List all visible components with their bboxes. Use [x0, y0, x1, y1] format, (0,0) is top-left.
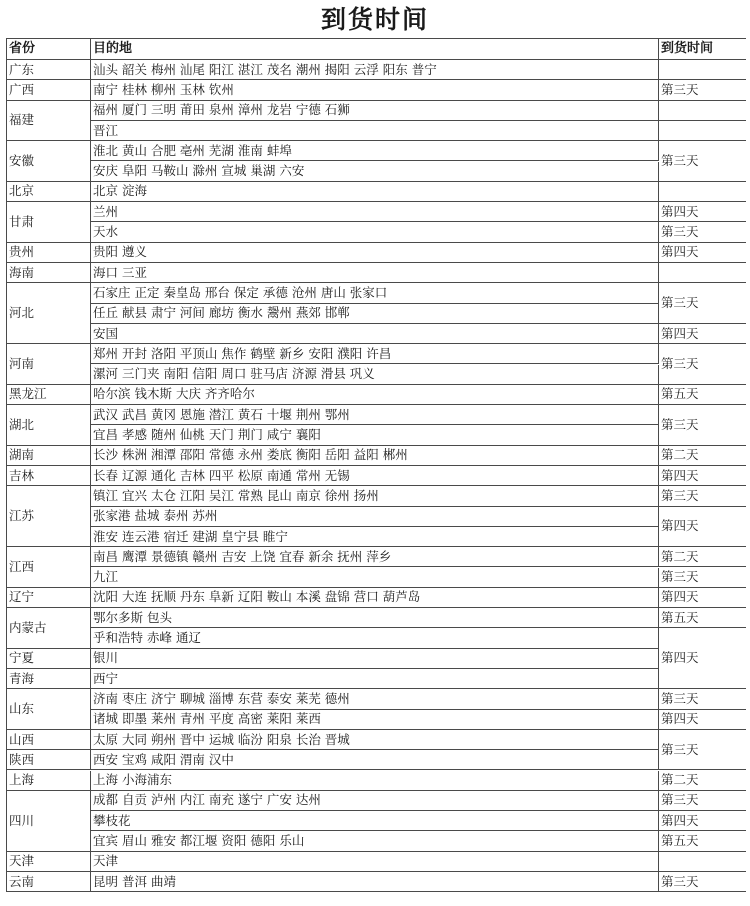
arrival-cell: 第三天	[659, 222, 746, 242]
arrival-cell: 第二天	[659, 771, 746, 791]
destination-cell: 安庆 阜阳 马鞍山 滁州 宣城 巢湖 六安	[91, 162, 659, 182]
destination-cell: 汕头 韶关 梅州 汕尾 阳江 湛江 茂名 潮州 揭阳 云浮 阳东 普宁	[91, 60, 659, 80]
arrival-cell: 第四天	[659, 324, 746, 344]
header-destination: 目的地	[91, 39, 659, 60]
province-cell: 青海	[7, 669, 91, 689]
destination-cell: 漯河 三门夹 南阳 信阳 周口 驻马店 济源 滑县 巩义	[91, 365, 659, 385]
arrival-cell: 第五天	[659, 831, 746, 851]
header-arrival: 到货时间	[659, 39, 746, 60]
province-cell: 黑龙江	[7, 385, 91, 405]
arrival-cell: 第三天	[659, 80, 746, 100]
province-cell: 河北	[7, 283, 91, 344]
destination-cell: 张家港 盐城 泰州 苏州	[91, 507, 659, 527]
arrival-cell: 第三天	[659, 405, 746, 446]
province-cell: 甘肃	[7, 202, 91, 243]
arrival-cell	[659, 182, 746, 202]
arrival-cell: 第三天	[659, 283, 746, 324]
destination-cell: 长沙 株洲 湘潭 邵阳 常德 永州 娄底 衡阳 岳阳 益阳 郴州	[91, 446, 659, 466]
province-cell: 上海	[7, 771, 91, 791]
arrival-cell: 第三天	[659, 568, 746, 588]
destination-cell: 济南 枣庄 济宁 聊城 淄博 东营 泰安 莱芜 德州	[91, 689, 659, 709]
destination-cell: 晋江	[91, 121, 659, 141]
province-cell: 吉林	[7, 466, 91, 486]
destination-cell: 兰州	[91, 202, 659, 222]
arrival-cell	[659, 101, 746, 121]
arrival-cell: 第四天	[659, 466, 746, 486]
destination-cell: 天水	[91, 222, 659, 242]
province-cell: 江苏	[7, 486, 91, 547]
province-cell: 陕西	[7, 750, 91, 770]
province-cell: 贵州	[7, 243, 91, 263]
destination-cell: 石家庄 正定 秦皇岛 邢台 保定 承德 沧州 唐山 张家口	[91, 283, 659, 303]
arrival-cell: 第四天	[659, 628, 746, 689]
province-cell: 宁夏	[7, 649, 91, 669]
province-cell: 云南	[7, 872, 91, 892]
arrival-cell: 第三天	[659, 872, 746, 892]
destination-cell: 太原 大同 朔州 晋中 运城 临汾 阳泉 长治 晋城	[91, 730, 659, 750]
province-cell: 山东	[7, 689, 91, 730]
province-cell: 天津	[7, 852, 91, 872]
destination-cell: 西安 宝鸡 咸阳 渭南 汉中	[91, 750, 659, 770]
header-province: 省份	[7, 39, 91, 60]
arrival-cell: 第三天	[659, 344, 746, 385]
destination-cell: 天津	[91, 852, 659, 872]
destination-cell: 成都 自贡 泸州 内江 南充 遂宁 广安 达州	[91, 791, 659, 811]
province-cell: 广东	[7, 60, 91, 80]
destination-cell: 长春 辽源 通化 吉林 四平 松原 南通 常州 无锡	[91, 466, 659, 486]
arrival-cell: 第二天	[659, 547, 746, 567]
arrival-cell: 第四天	[659, 811, 746, 831]
province-cell: 湖南	[7, 446, 91, 466]
province-cell: 湖北	[7, 405, 91, 446]
arrival-cell: 第四天	[659, 243, 746, 263]
arrival-cell: 第五天	[659, 385, 746, 405]
province-cell: 山西	[7, 730, 91, 750]
arrival-cell: 第四天	[659, 202, 746, 222]
arrival-cell: 第三天	[659, 486, 746, 506]
destination-cell: 南宁 桂林 柳州 玉林 钦州	[91, 80, 659, 100]
arrival-cell: 第四天	[659, 710, 746, 730]
destination-cell: 海口 三亚	[91, 263, 659, 283]
arrival-time-table	[6, 38, 746, 906]
arrival-cell: 第四天	[659, 588, 746, 608]
province-cell: 福建	[7, 101, 91, 142]
destination-cell: 福州 厦门 三明 莆田 泉州 漳州 龙岩 宁德 石狮	[91, 101, 659, 121]
arrival-cell: 第三天	[659, 689, 746, 709]
province-cell: 河南	[7, 344, 91, 385]
destination-cell: 昆明 普洱 曲靖	[91, 872, 659, 892]
province-cell: 广西	[7, 80, 91, 100]
destination-cell: 淮安 连云港 宿迁 建湖 皇宁县 睢宁	[91, 527, 659, 547]
destination-cell: 北京 淀海	[91, 182, 659, 202]
province-cell: 北京	[7, 182, 91, 202]
province-cell: 四川	[7, 791, 91, 852]
page-title: 到货时间	[320, 5, 429, 34]
arrival-cell: 第二天	[659, 446, 746, 466]
destination-cell: 上海 小海浦东	[91, 771, 659, 791]
arrival-cell: 第三天	[659, 141, 746, 182]
province-cell: 海南	[7, 263, 91, 283]
destination-cell: 攀枝花	[91, 811, 659, 831]
destination-cell: 郑州 开封 洛阳 平顶山 焦作 鹤壁 新乡 安阳 濮阳 许昌	[91, 344, 659, 364]
province-cell: 辽宁	[7, 588, 91, 608]
arrival-cell: 第五天	[659, 608, 746, 628]
arrival-cell: 第三天	[659, 730, 746, 771]
province-cell: 内蒙古	[7, 608, 91, 649]
destination-cell: 乎和浩特 赤峰 通辽	[91, 628, 659, 648]
table-grid	[6, 38, 746, 892]
destination-cell: 九江	[91, 568, 659, 588]
destination-cell: 宜宾 眉山 雅安 都江堰 资阳 德阳 乐山	[91, 831, 659, 851]
arrival-cell	[659, 263, 746, 283]
province-cell: 江西	[7, 547, 91, 588]
arrival-cell	[659, 121, 746, 141]
destination-cell: 贵阳 遵义	[91, 243, 659, 263]
destination-cell: 宜昌 孝感 随州 仙桃 天门 荆门 咸宁 襄阳	[91, 425, 659, 445]
destination-cell: 武汉 武昌 黄冈 恩施 潜江 黄石 十堰 荆州 鄂州	[91, 405, 659, 425]
province-cell: 安徽	[7, 141, 91, 182]
arrival-cell	[659, 60, 746, 80]
arrival-cell	[659, 852, 746, 872]
destination-cell: 银川	[91, 649, 659, 669]
destination-cell: 哈尔滨 钱木斯 大庆 齐齐哈尔	[91, 385, 659, 405]
destination-cell: 任丘 献县 肃宁 河间 廊坊 衡水 鬶州 燕郊 邯郸	[91, 304, 659, 324]
arrival-cell: 第三天	[659, 791, 746, 811]
destination-cell: 诸城 即墨 莱州 青州 平度 高密 莱阳 莱西	[91, 710, 659, 730]
destination-cell: 鄂尔多斯 包头	[91, 608, 659, 628]
destination-cell: 淮北 黄山 合肥 亳州 芜湖 淮南 蚌埠	[91, 141, 659, 161]
arrival-cell: 第四天	[659, 507, 746, 548]
destination-cell: 南昌 鹰潭 景德镇 赣州 吉安 上饶 宜春 新余 抚州 萍乡	[91, 547, 659, 567]
destination-cell: 西宁	[91, 669, 659, 689]
destination-cell: 安国	[91, 324, 659, 344]
destination-cell: 沈阳 大连 抚顺 丹东 阜新 辽阳 鞍山 本溪 盘锦 营口 葫芦岛	[91, 588, 659, 608]
destination-cell: 镇江 宜兴 太仓 江阳 吴江 常熟 昆山 南京 徐州 扬州	[91, 486, 659, 506]
